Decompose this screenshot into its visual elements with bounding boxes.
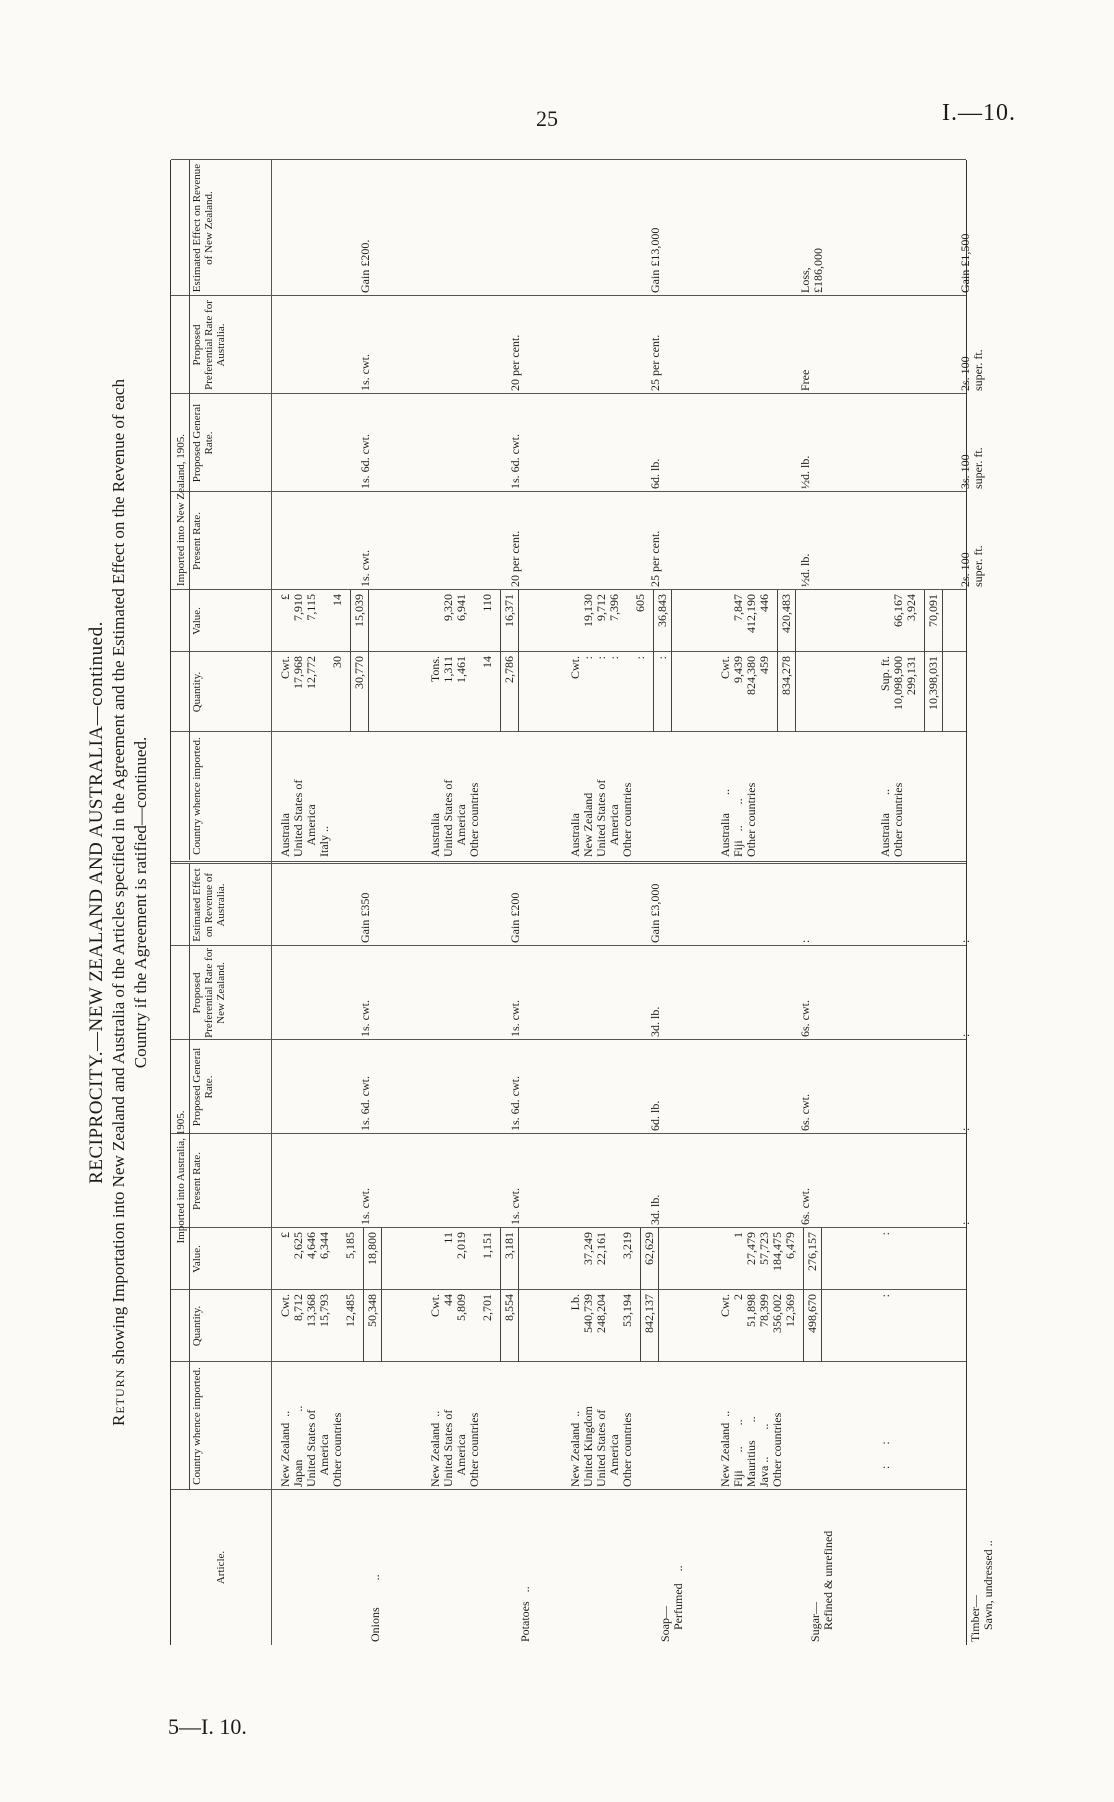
cell-nz-present: 25 per cent. bbox=[648, 530, 662, 587]
total-rule bbox=[500, 652, 501, 732]
column-header-article: Article. bbox=[215, 1550, 227, 1585]
total-rule bbox=[653, 652, 654, 732]
cell-nz-effect: Loss, £186,000 bbox=[798, 248, 825, 293]
title-line-3: Country if the Agreement is ratified—continued. bbox=[131, 736, 150, 1069]
cell-nz-val-total: 16,371 bbox=[502, 594, 516, 627]
total-rule bbox=[924, 652, 925, 732]
total-rule bbox=[821, 1290, 822, 1362]
total-rule bbox=[924, 590, 925, 652]
new-zealand-group-header: Imported into New Zealand, 1905. bbox=[175, 433, 187, 587]
total-rule bbox=[363, 1290, 364, 1362]
cell-nz-val: 19,130 9,712 7,396 605 bbox=[581, 594, 647, 627]
cell-nz-country: Australia New Zealand United States of America Other countries bbox=[568, 779, 634, 857]
column-rule bbox=[171, 1133, 966, 1134]
cell-nz-effect: Gain £1,500 bbox=[958, 233, 972, 293]
column-header-aus-pref: Proposed Preferential Rate for New Zealand. bbox=[191, 948, 227, 1038]
cell-nz-general: 1s. 6d. cwt. bbox=[508, 434, 522, 489]
cell-nz-qty: Cwt. 17,968 12,772 30 bbox=[278, 656, 344, 689]
cell-aus-pref: 1s. cwt. bbox=[358, 1000, 372, 1037]
total-rule bbox=[658, 1290, 659, 1362]
cell-aus-val-total: 62,629 bbox=[642, 1232, 656, 1265]
column-header-nz-present: Present Rate. bbox=[191, 511, 203, 571]
column-rule bbox=[171, 731, 966, 732]
column-header-nz-general: Proposed General Rate. bbox=[191, 403, 215, 483]
column-rule bbox=[171, 295, 966, 296]
cell-aus-qty: Cwt. 2 51,898 78,399 356,002 12,369 bbox=[718, 1294, 797, 1333]
column-header-aus-effect: Estimated Effect on Revenue of Australia. bbox=[191, 868, 227, 942]
total-rule bbox=[500, 590, 501, 652]
column-rule bbox=[171, 491, 966, 492]
cell-aus-general: : bbox=[958, 1127, 972, 1131]
return-word: Return bbox=[109, 1368, 128, 1426]
cell-nz-country: Australia United States of America Other countries bbox=[428, 779, 481, 857]
cell-aus-general: 6d. lb. bbox=[648, 1100, 662, 1131]
column-header-nz-effect: Estimated Effect on Revenue of New Zealand. bbox=[191, 163, 215, 293]
cell-aus-effect: Gain £350 bbox=[358, 892, 372, 943]
footer-signature: 5—I. 10. bbox=[168, 1714, 247, 1739]
cell-aus-country: New Zealand .. Fiji .. .. Mauritius .. Java .. .. Other countries bbox=[718, 1410, 784, 1487]
cell-nz-present: ½d. lb. bbox=[798, 553, 812, 587]
total-rule bbox=[518, 652, 519, 732]
total-rule bbox=[942, 652, 943, 732]
cell-nz-val: 9,320 6,941 110 bbox=[441, 594, 494, 621]
cell-nz-effect: Gain £200. bbox=[358, 239, 372, 293]
title-line-1: RECIPROCITY.—NEW ZEALAND AND AUSTRALIA—continued. bbox=[86, 621, 107, 1184]
total-rule bbox=[518, 590, 519, 652]
total-rule bbox=[942, 590, 943, 652]
column-rule bbox=[171, 1039, 966, 1040]
total-rule bbox=[368, 652, 369, 732]
cell-aus-effect: Gain £200 bbox=[508, 892, 522, 943]
paper-reference: I.—10. bbox=[942, 100, 1016, 126]
cell-nz-pref: 1s. cwt. bbox=[358, 354, 372, 391]
total-rule bbox=[640, 1228, 641, 1290]
cell-aus-val: 37,249 22,161 3,219 bbox=[581, 1232, 634, 1265]
cell-aus-effect: : bbox=[798, 939, 812, 943]
column-header-nz-pref: Proposed Preferential Rate for Australia. bbox=[191, 300, 227, 390]
cell-aus-general: 6s. cwt. bbox=[798, 1094, 812, 1131]
cell-article: Onions .. bbox=[368, 1574, 382, 1642]
total-rule bbox=[640, 1290, 641, 1362]
table-title bbox=[86, 160, 108, 1645]
new-zealand-group-rule bbox=[189, 160, 190, 860]
cell-nz-qty-total: 834,278 bbox=[779, 656, 793, 695]
column-header-nz-val: Value. bbox=[191, 607, 203, 635]
title-line-2: showing Importation into New Zealand and Australia of the Articles specified in the Agreement and the Estimated Effect on the Revenue of each bbox=[109, 379, 128, 1369]
total-rule bbox=[381, 1290, 382, 1362]
total-rule bbox=[350, 652, 351, 732]
cell-article: Sugar— Refined & unrefined bbox=[808, 1530, 835, 1642]
cell-nz-val: 7,847 412,190 446 bbox=[731, 594, 771, 633]
cell-aus-qty: Cwt. 8,712 13,368 15,793 12,485 bbox=[278, 1294, 357, 1327]
cell-aus-qty-total: 498,670 bbox=[805, 1294, 819, 1333]
cell-aus-country: : : bbox=[878, 1441, 892, 1487]
column-rule bbox=[171, 1489, 966, 1490]
table-subtitle bbox=[108, 160, 152, 1645]
cell-aus-general: 1s. 6d. cwt. bbox=[508, 1076, 522, 1131]
cell-nz-qty: Cwt. 9,439 824,380 459 bbox=[718, 656, 771, 695]
cell-aus-effect: Gain £3,000 bbox=[648, 883, 662, 943]
cell-nz-val-total: 36,843 bbox=[655, 594, 669, 627]
total-rule bbox=[381, 1228, 382, 1290]
cell-aus-val: £ 2,625 4,646 6,344 5,185 bbox=[278, 1232, 357, 1259]
cell-nz-present: 2s. 100 super. ft. bbox=[958, 545, 985, 587]
column-rule bbox=[171, 393, 966, 394]
cell-nz-country: Australia .. Other countries bbox=[878, 782, 905, 857]
rotated-return-table bbox=[80, 160, 1010, 1645]
cell-aus-val-total: 18,800 bbox=[365, 1232, 379, 1265]
cell-nz-general: ½d. lb. bbox=[798, 455, 812, 489]
cell-aus-pref: 1s. cwt. bbox=[508, 1000, 522, 1037]
column-rule bbox=[171, 1289, 966, 1290]
cell-nz-present: 20 per cent. bbox=[508, 530, 522, 587]
cell-aus-present: 1s. cwt. bbox=[358, 1188, 372, 1225]
total-rule bbox=[658, 1228, 659, 1290]
cell-aus-qty: Lb. 540,739 248,204 53,194 bbox=[568, 1294, 634, 1333]
cell-aus-pref: : bbox=[958, 1033, 972, 1037]
cell-aus-qty-total: 50,348 bbox=[365, 1294, 379, 1327]
cell-aus-val-total: 276,157 bbox=[805, 1232, 819, 1271]
australia-group-rule bbox=[189, 864, 190, 1490]
cell-nz-pref: 25 per cent. bbox=[648, 334, 662, 391]
column-rule bbox=[171, 863, 966, 864]
cell-aus-present: : bbox=[958, 1221, 972, 1225]
total-rule bbox=[368, 590, 369, 652]
column-header-aus-general: Proposed General Rate. bbox=[191, 1047, 215, 1127]
cell-nz-qty-total: 2,786 bbox=[502, 656, 516, 683]
column-header-aus-val: Value. bbox=[191, 1245, 203, 1273]
column-header-aus-qty: Quantity. bbox=[191, 1305, 203, 1347]
cell-nz-qty-total: 30,770 bbox=[352, 656, 366, 689]
return-table bbox=[170, 160, 995, 1645]
cell-nz-val: £ 7,910 7,115 14 bbox=[278, 594, 344, 621]
header-rule bbox=[271, 160, 272, 1645]
cell-aus-country: New Zealand .. United Kingdom United States of America Other countries bbox=[568, 1406, 634, 1487]
cell-nz-present: 1s. cwt. bbox=[358, 550, 372, 587]
total-rule bbox=[653, 590, 654, 652]
cell-nz-country: Australia .. Fiji .. .. Other countries bbox=[718, 782, 758, 857]
cell-aus-qty-total: 842,137 bbox=[642, 1294, 656, 1333]
cell-nz-country: Australia United States of America Italy .. bbox=[278, 779, 331, 857]
cell-nz-val: 66,167 3,924 bbox=[891, 594, 918, 627]
cell-nz-val-total: 15,039 bbox=[352, 594, 366, 627]
cell-aus-val: 11 2,019 1,151 bbox=[441, 1232, 494, 1259]
total-rule bbox=[518, 1228, 519, 1290]
cell-nz-general: 6d. lb. bbox=[648, 458, 662, 489]
total-rule bbox=[671, 652, 672, 732]
column-rule bbox=[171, 1227, 966, 1228]
cell-aus-country: New Zealand .. United States of America Other countries bbox=[428, 1409, 481, 1487]
column-rule bbox=[171, 1361, 966, 1362]
cell-aus-pref: 6s. cwt. bbox=[798, 1000, 812, 1037]
cell-aus-val-total: 3,181 bbox=[502, 1232, 516, 1259]
cell-aus-present: 1s. cwt. bbox=[508, 1188, 522, 1225]
cell-nz-qty-total: 10,398,031 bbox=[926, 656, 940, 710]
cell-nz-general: 1s. 6d. cwt. bbox=[358, 434, 372, 489]
column-rule bbox=[171, 589, 966, 590]
cell-nz-pref: 2s. 100 super. ft. bbox=[958, 349, 985, 391]
total-rule bbox=[500, 1290, 501, 1362]
total-rule bbox=[795, 590, 796, 652]
cell-nz-pref: Free bbox=[798, 369, 812, 391]
column-header-aus-present: Present Rate. bbox=[191, 1151, 203, 1211]
group-divider bbox=[171, 861, 966, 862]
cell-aus-val: : bbox=[878, 1232, 892, 1236]
cell-nz-val-total: 70,091 bbox=[926, 594, 940, 627]
cell-article: Timber— Sawn, undressed .. bbox=[968, 1540, 995, 1642]
total-rule bbox=[803, 1228, 804, 1290]
column-rule bbox=[171, 159, 966, 160]
cell-aus-qty: : bbox=[878, 1294, 892, 1298]
total-rule bbox=[795, 652, 796, 732]
cell-aus-qty: Cwt. 44 5,809 2,701 bbox=[428, 1294, 494, 1321]
total-rule bbox=[671, 590, 672, 652]
total-rule bbox=[777, 590, 778, 652]
cell-aus-present: 3d. lb. bbox=[648, 1194, 662, 1225]
column-rule bbox=[171, 651, 966, 652]
total-rule bbox=[777, 652, 778, 732]
total-rule bbox=[363, 1228, 364, 1290]
total-rule bbox=[518, 1290, 519, 1362]
cell-article: Potatoes .. bbox=[518, 1586, 532, 1642]
total-rule bbox=[350, 590, 351, 652]
cell-aus-country: New Zealand .. Japan .. United States of America Other countries bbox=[278, 1405, 344, 1487]
column-header-aus-country: Country whence imported. bbox=[191, 1367, 203, 1485]
cell-nz-pref: 20 per cent. bbox=[508, 334, 522, 391]
cell-aus-effect: : bbox=[958, 939, 972, 943]
cell-nz-general: 3s. 100 super. ft. bbox=[958, 447, 985, 489]
cell-nz-qty: Sup. ft. 10,098,900 299,131 bbox=[878, 656, 918, 710]
page-number: 25 bbox=[536, 106, 558, 131]
cell-aus-val: 1 27,479 57,723 184,475 6,479 bbox=[731, 1232, 797, 1271]
australia-group-header: Imported into Australia, 1905. bbox=[175, 1110, 187, 1244]
cell-aus-pref: 3d. lb. bbox=[648, 1006, 662, 1037]
total-rule bbox=[500, 1228, 501, 1290]
cell-nz-qty: Tons. 1,311 1,461 14 bbox=[428, 656, 494, 683]
total-rule bbox=[803, 1290, 804, 1362]
cell-article: Soap— Perfumed .. bbox=[658, 1565, 685, 1642]
column-header-nz-country: Country whence imported. bbox=[191, 737, 203, 855]
column-rule bbox=[171, 945, 966, 946]
cell-aus-present: 6s. cwt. bbox=[798, 1188, 812, 1225]
cell-nz-val-total: 420,483 bbox=[779, 594, 793, 633]
column-header-nz-qty: Quantity. bbox=[191, 671, 203, 713]
cell-aus-general: 1s. 6d. cwt. bbox=[358, 1076, 372, 1131]
cell-nz-qty: Cwt. : : : : bbox=[568, 656, 647, 680]
total-rule bbox=[821, 1228, 822, 1290]
cell-nz-effect: Gain £13,000 bbox=[648, 227, 662, 293]
cell-aus-qty-total: 8,554 bbox=[502, 1294, 516, 1321]
cell-nz-qty-total: : bbox=[655, 656, 669, 660]
